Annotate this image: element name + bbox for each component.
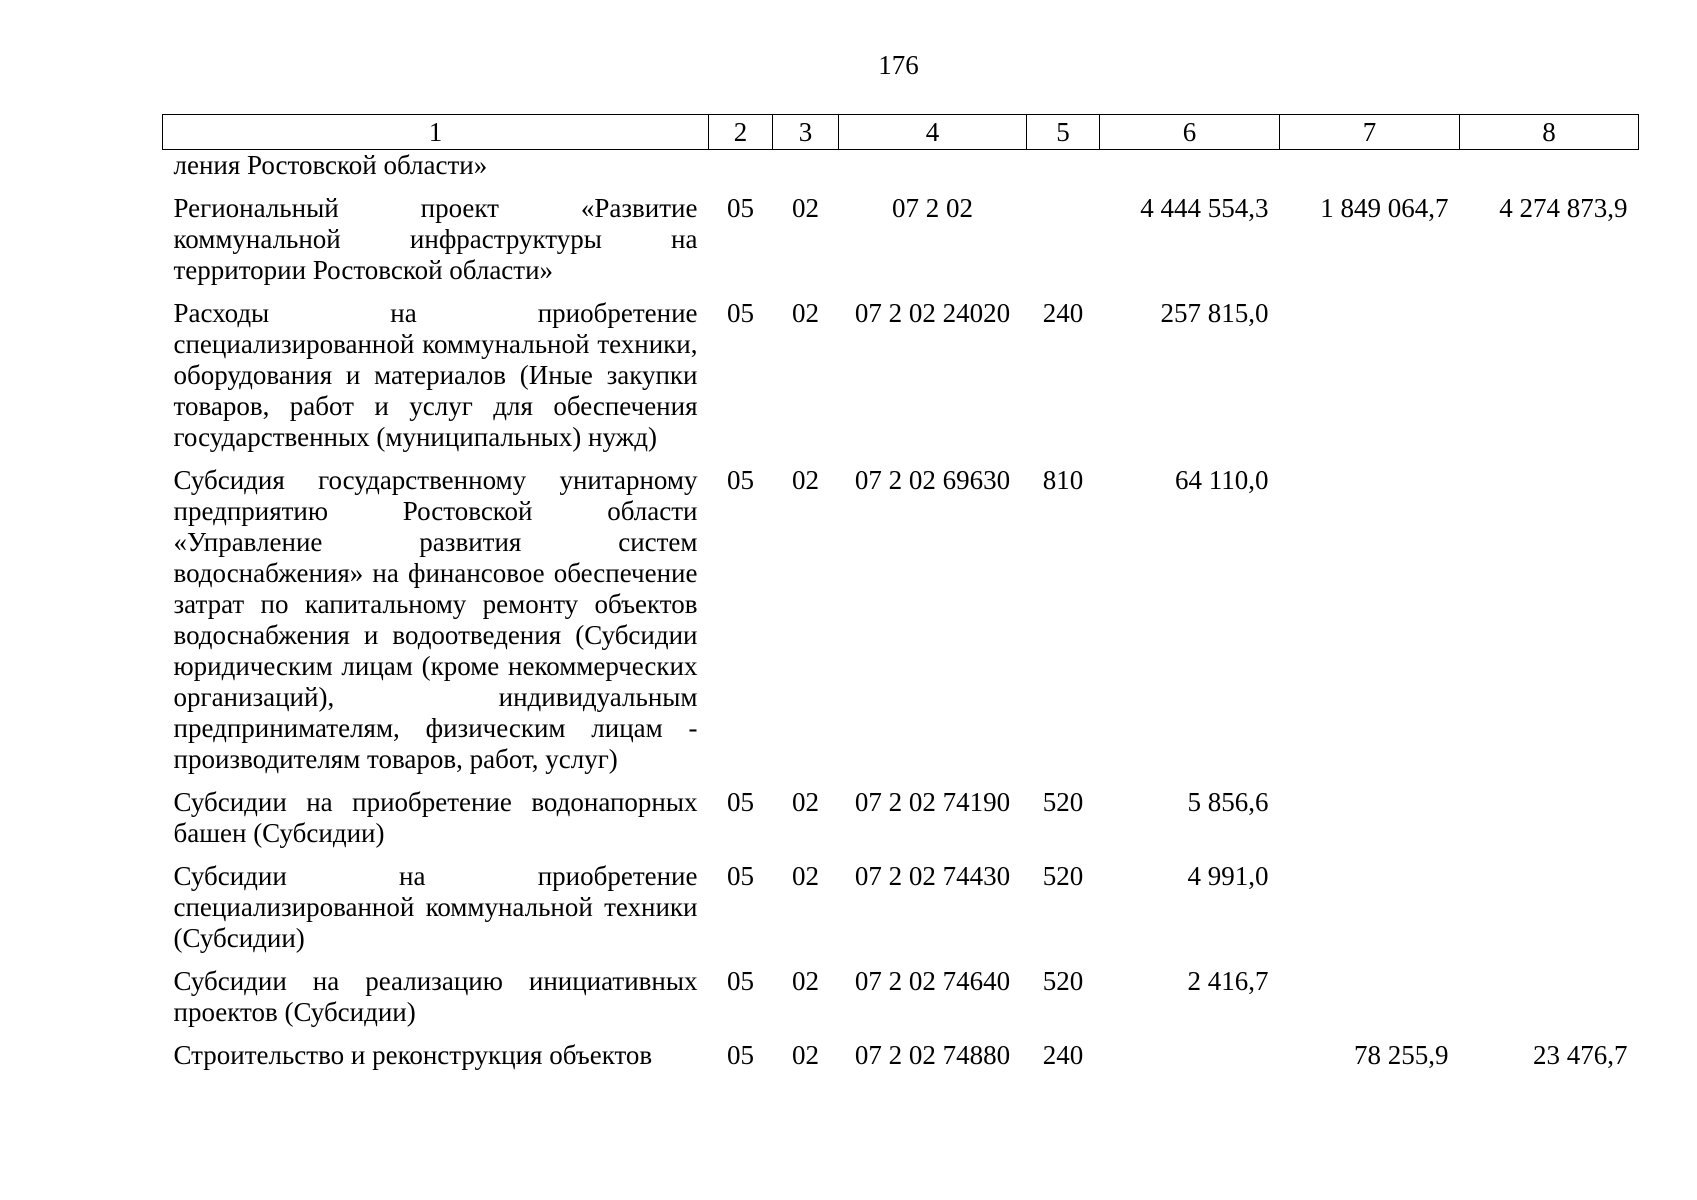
table-row [163,787,1639,861]
amount-col-8 [1460,787,1639,861]
row-description: Субсидии на приобретение специализированной коммунальной техники (Субсидии) [173,861,698,953]
amount-col-7 [1280,465,1460,787]
subsection-code: 02 [792,465,819,495]
table-row [163,1040,1639,1071]
row-description: Региональный проект «Развитие коммунальной инфраструктуры на территории Ростовской области» [173,193,698,285]
column-header: 3 [773,115,839,150]
amount-col-6: 257 815,0 [1160,298,1269,328]
column-header: 5 [1027,115,1100,150]
section-code: 05 [727,966,754,996]
section-code [709,150,773,194]
expense-type-code: 520 [1042,966,1084,996]
amount-col-6: 2 416,7 [1187,966,1269,996]
page-number: 176 [878,50,919,80]
amount-col-8: 23 476,7 [1533,1040,1628,1070]
row-description: ления Ростовской области» [173,150,488,180]
column-header: 8 [1460,115,1639,150]
amount-col-7 [1280,966,1460,1040]
table-row [163,861,1639,966]
amount-col-8 [1460,861,1639,966]
target-article-code: 07 2 02 74640 [854,966,1011,996]
amount-col-7 [1280,298,1460,465]
row-description: Субсидии на приобретение водонапорных башен (Субсидии) [173,787,698,848]
amount-col-7: 78 255,9 [1354,1040,1449,1070]
amount-col-7 [1280,150,1460,194]
amount-col-6: 5 856,6 [1187,787,1269,817]
column-header: 7 [1280,115,1460,150]
expense-type-code: 520 [1042,787,1084,817]
table-row [163,298,1639,465]
expense-type-code: 240 [1042,298,1084,328]
expense-type-code: 810 [1042,465,1084,495]
amount-col-8 [1460,966,1639,1040]
amount-col-6 [1100,1040,1280,1071]
table-row [163,193,1639,298]
section-code: 05 [727,787,754,817]
row-description: Расходы на приобретение специализированной коммунальной техники, оборудования и материалов (Иные закупки товаров, работ и услуг для обеспечения государственных (муниципальных) нужд) [173,298,698,452]
expense-type-code: 240 [1042,1040,1084,1070]
row-description: Строительство и реконструкция объектов [173,1040,653,1070]
target-article-code: 07 2 02 [892,193,973,223]
section-code: 05 [727,193,754,223]
amount-col-8 [1460,298,1639,465]
section-code: 05 [727,861,754,891]
subsection-code: 02 [792,193,819,223]
amount-col-8: 4 274 873,9 [1499,193,1628,223]
target-article-code: 07 2 02 69630 [854,465,1011,495]
subsection-code [773,150,839,194]
target-article-code [839,150,1027,194]
subsection-code: 02 [792,1040,819,1070]
subsection-code: 02 [792,966,819,996]
section-code: 05 [727,1040,754,1070]
amount-col-7: 1 849 064,7 [1320,193,1449,223]
subsection-code: 02 [792,298,819,328]
table-row [163,150,1639,194]
target-article-code: 07 2 02 24020 [854,298,1011,328]
section-code: 05 [727,298,754,328]
amount-col-7 [1280,787,1460,861]
amount-col-6: 4 444 554,3 [1140,193,1269,223]
subsection-code: 02 [792,787,819,817]
table-row [163,966,1639,1040]
amount-col-6: 4 991,0 [1187,861,1269,891]
section-code: 05 [727,465,754,495]
expense-type-code [1027,150,1100,194]
target-article-code: 07 2 02 74880 [854,1040,1011,1070]
target-article-code: 07 2 02 74190 [854,787,1011,817]
column-number-header-row [163,115,1639,150]
amount-col-6: 64 110,0 [1175,465,1269,495]
column-header: 4 [839,115,1027,150]
column-header: 2 [709,115,773,150]
column-header: 1 [163,115,709,150]
table-row [163,465,1639,787]
column-header: 6 [1100,115,1280,150]
amount-col-8 [1460,150,1639,194]
expense-type-code: 520 [1042,861,1084,891]
row-description: Субсидии на реализацию инициативных проектов (Субсидии) [173,966,698,1027]
target-article-code: 07 2 02 74430 [854,861,1011,891]
amount-col-8 [1460,465,1639,787]
row-description: Субсидия государственному унитарному предприятию Ростовской области «Управление развития систем водоснабжения» на финансовое обеспечение затрат по капитальному ремонту объектов водоснабжения и водоотведения (Субсидии юридическим лицам (кроме некоммерческих организаций), индивидуальным предпринимателям, физическим лицам - производителям товаров, работ, услуг) [173,465,698,774]
subsection-code: 02 [792,861,819,891]
amount-col-6 [1100,150,1280,194]
amount-col-7 [1280,861,1460,966]
budget-table [162,114,1639,1071]
expense-type-code [1027,193,1100,298]
